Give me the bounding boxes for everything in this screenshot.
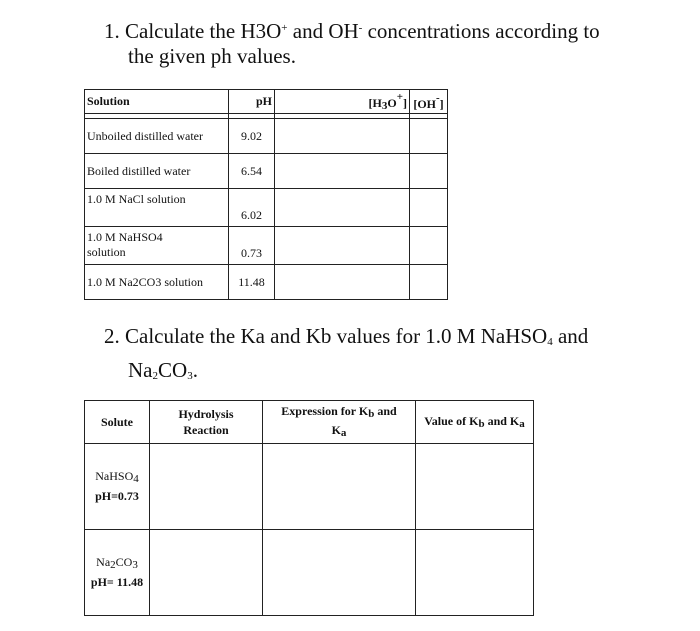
table-header-row	[85, 90, 448, 114]
hydrolysis-cell	[150, 530, 263, 616]
ph-cell: 6.54	[229, 154, 275, 189]
h3o-cell	[275, 189, 410, 227]
question-1-line-1: 1. Calculate the H3O+ and OH- concentrations according to	[104, 19, 600, 43]
table-row	[85, 189, 448, 227]
oh-cell	[410, 227, 448, 265]
solution-cell: Boiled distilled water	[85, 154, 229, 189]
header-h3o: $[H_3O^+]$	[275, 90, 410, 114]
question-1	[104, 16, 684, 69]
table-row	[85, 530, 534, 616]
table-row	[85, 154, 448, 189]
solution-cell: 1.0 M NaHSO4 solution	[85, 227, 229, 265]
solution-cell: 1.0 M Na2CO3 solution	[85, 265, 229, 300]
expression-cell	[263, 444, 416, 530]
header-hydrolysis-reaction: Hydrolysis Reaction	[150, 401, 263, 444]
oh-cell	[410, 189, 448, 227]
solution-cell: 1.0 M NaCl solution	[85, 189, 229, 227]
value-cell	[416, 444, 534, 530]
table-row	[85, 265, 448, 300]
solution-cell: Unboiled distilled water	[85, 119, 229, 154]
h3o-cell	[275, 227, 410, 265]
concentration-table	[84, 89, 448, 300]
header-solution: Solution	[85, 90, 229, 114]
oh-cell	[410, 154, 448, 189]
ph-cell: 9.02	[229, 119, 275, 154]
question-1-line-2: the given ph values.	[128, 44, 296, 68]
table-row	[85, 227, 448, 265]
table-header-row	[85, 401, 534, 444]
question-2-line-1: 2. Calculate the Ka and Kb values for 1.0 M NaHSO$_4$ and	[104, 324, 589, 348]
h3o-cell	[275, 265, 410, 300]
header-value: Value of $K_b$ and $K_a$	[416, 401, 534, 444]
hydrolysis-cell	[150, 444, 263, 530]
ph-cell: 11.48	[229, 265, 275, 300]
question-2-line-2: $Na_2CO_3$.	[128, 358, 198, 382]
oh-cell	[410, 119, 448, 154]
ph-cell: 6.02	[229, 189, 275, 227]
solute-cell: $Na_2CO_3$ pH= 11.48	[85, 530, 150, 616]
header-solute: Solute	[85, 401, 150, 444]
header-oh: [OH-]	[410, 90, 448, 114]
header-expression: Expression for $K_b$ and $K_a$	[263, 401, 416, 444]
h3o-cell	[275, 119, 410, 154]
h3o-cell	[275, 154, 410, 189]
expression-cell	[263, 530, 416, 616]
table-row	[85, 444, 534, 530]
ka-kb-table	[84, 400, 534, 616]
table-row	[85, 119, 448, 154]
oh-cell	[410, 265, 448, 300]
question-2	[104, 322, 684, 390]
solute-cell: NaHSO$_4$ pH=0.73	[85, 444, 150, 530]
ph-cell: 0.73	[229, 227, 275, 265]
value-cell	[416, 530, 534, 616]
header-ph: pH	[229, 90, 275, 114]
